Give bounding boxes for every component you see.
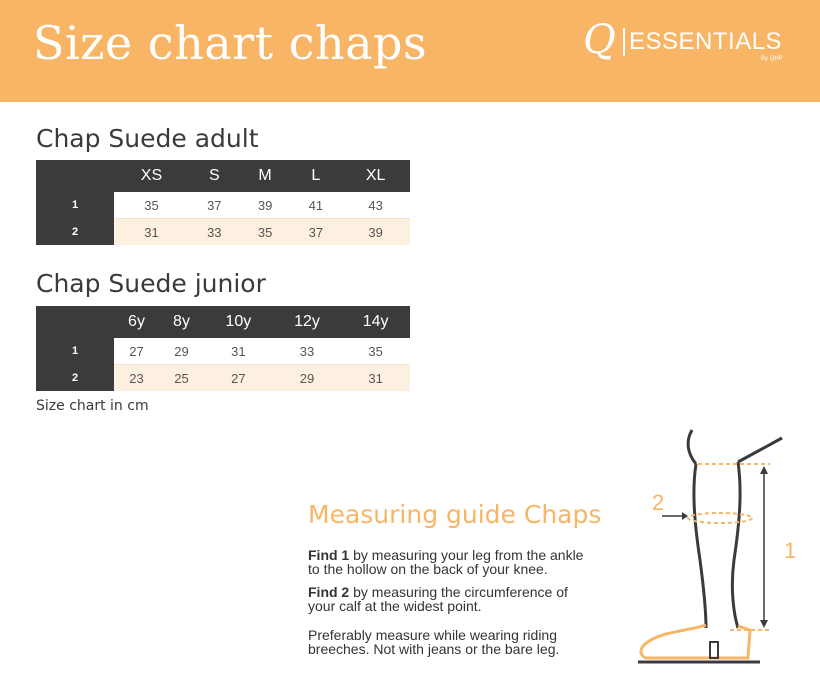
table-row	[36, 219, 410, 246]
find2-text: by measuring the circumference of	[349, 584, 568, 600]
brand-logo-mark: Q	[583, 17, 616, 63]
table-cell: 27	[204, 365, 273, 392]
column-header: 12y	[273, 306, 342, 338]
find1-text-cont: to the hollow on the back of your knee.	[308, 561, 548, 577]
row-label: 2	[36, 219, 114, 246]
brand-logo-name: ESSENTIALS	[629, 28, 783, 55]
table-cell: 29	[159, 338, 204, 365]
pref-text: Preferably measure while wearing riding	[308, 627, 558, 643]
table-cell: 31	[341, 365, 410, 392]
table-cell: 31	[204, 338, 273, 365]
page-title: Size chart chaps	[33, 16, 428, 70]
adult-size-table	[36, 160, 410, 245]
table-cell: 35	[114, 192, 189, 219]
calf-circumference-marker	[688, 513, 752, 523]
table-row	[36, 192, 410, 219]
column-header: 6y	[114, 306, 159, 338]
table-cell: 29	[273, 365, 342, 392]
column-header: L	[290, 160, 341, 192]
guide-preference-note	[308, 628, 628, 656]
table-cell: 39	[240, 192, 291, 219]
table-cell: 41	[290, 192, 341, 219]
leg-length-arrow-bottom	[760, 620, 768, 628]
row-label: 1	[36, 338, 114, 365]
chap-front-outline	[732, 462, 740, 628]
junior-table-title: Chap Suede junior	[36, 269, 266, 298]
table-cell: 37	[189, 192, 240, 219]
table-cell: 23	[114, 365, 159, 392]
adult-table-title: Chap Suede adult	[36, 124, 259, 153]
column-header: 14y	[341, 306, 410, 338]
table-cell: 43	[341, 192, 410, 219]
chap-back-outline	[694, 464, 706, 628]
size-unit-note: Size chart in cm	[36, 398, 149, 414]
pref-text-cont: breeches. Not with jeans or the bare leg.	[308, 641, 560, 657]
guide-find1	[308, 548, 628, 576]
guide-title: Measuring guide Chaps	[308, 500, 602, 529]
marker-1-label: 1	[784, 538, 797, 563]
column-header: M	[240, 160, 291, 192]
row-label: 1	[36, 192, 114, 219]
table-cell: 27	[114, 338, 159, 365]
leg-length-arrow-top	[760, 466, 768, 474]
table-corner-cell	[36, 306, 114, 338]
table-cell: 33	[273, 338, 342, 365]
header-banner	[0, 0, 820, 102]
table-header-row	[36, 306, 410, 338]
find1-text: by measuring your leg from the ankle	[349, 547, 584, 563]
table-cell: 35	[240, 219, 291, 246]
guide-find2	[308, 585, 628, 613]
calf-arrow-head	[682, 512, 688, 520]
leg-chap-illustration	[630, 420, 810, 670]
row-label: 2	[36, 365, 114, 392]
column-header: XS	[114, 160, 189, 192]
table-cell: 39	[341, 219, 410, 246]
table-cell: 31	[114, 219, 189, 246]
table-row	[36, 338, 410, 365]
column-header: 8y	[159, 306, 204, 338]
table-header-row	[36, 160, 410, 192]
brand-logo	[583, 17, 793, 72]
find2-label: Find 2	[308, 584, 350, 600]
junior-size-table	[36, 306, 410, 391]
table-corner-cell	[36, 160, 114, 192]
column-header: XL	[341, 160, 410, 192]
column-header: 10y	[204, 306, 273, 338]
table-cell: 35	[341, 338, 410, 365]
thigh-outline	[738, 438, 782, 462]
column-header: S	[189, 160, 240, 192]
table-cell: 33	[189, 219, 240, 246]
knee-outline	[688, 430, 696, 464]
brand-logo-sub: By QHP	[761, 56, 783, 62]
table-cell: 37	[290, 219, 341, 246]
table-cell: 25	[159, 365, 204, 392]
find2-text-cont: your calf at the widest point.	[308, 598, 482, 614]
marker-2-label: 2	[652, 490, 665, 515]
brand-logo-divider	[623, 28, 625, 56]
find1-label: Find 1	[308, 547, 350, 563]
table-row	[36, 365, 410, 392]
boot-heel	[710, 642, 718, 658]
